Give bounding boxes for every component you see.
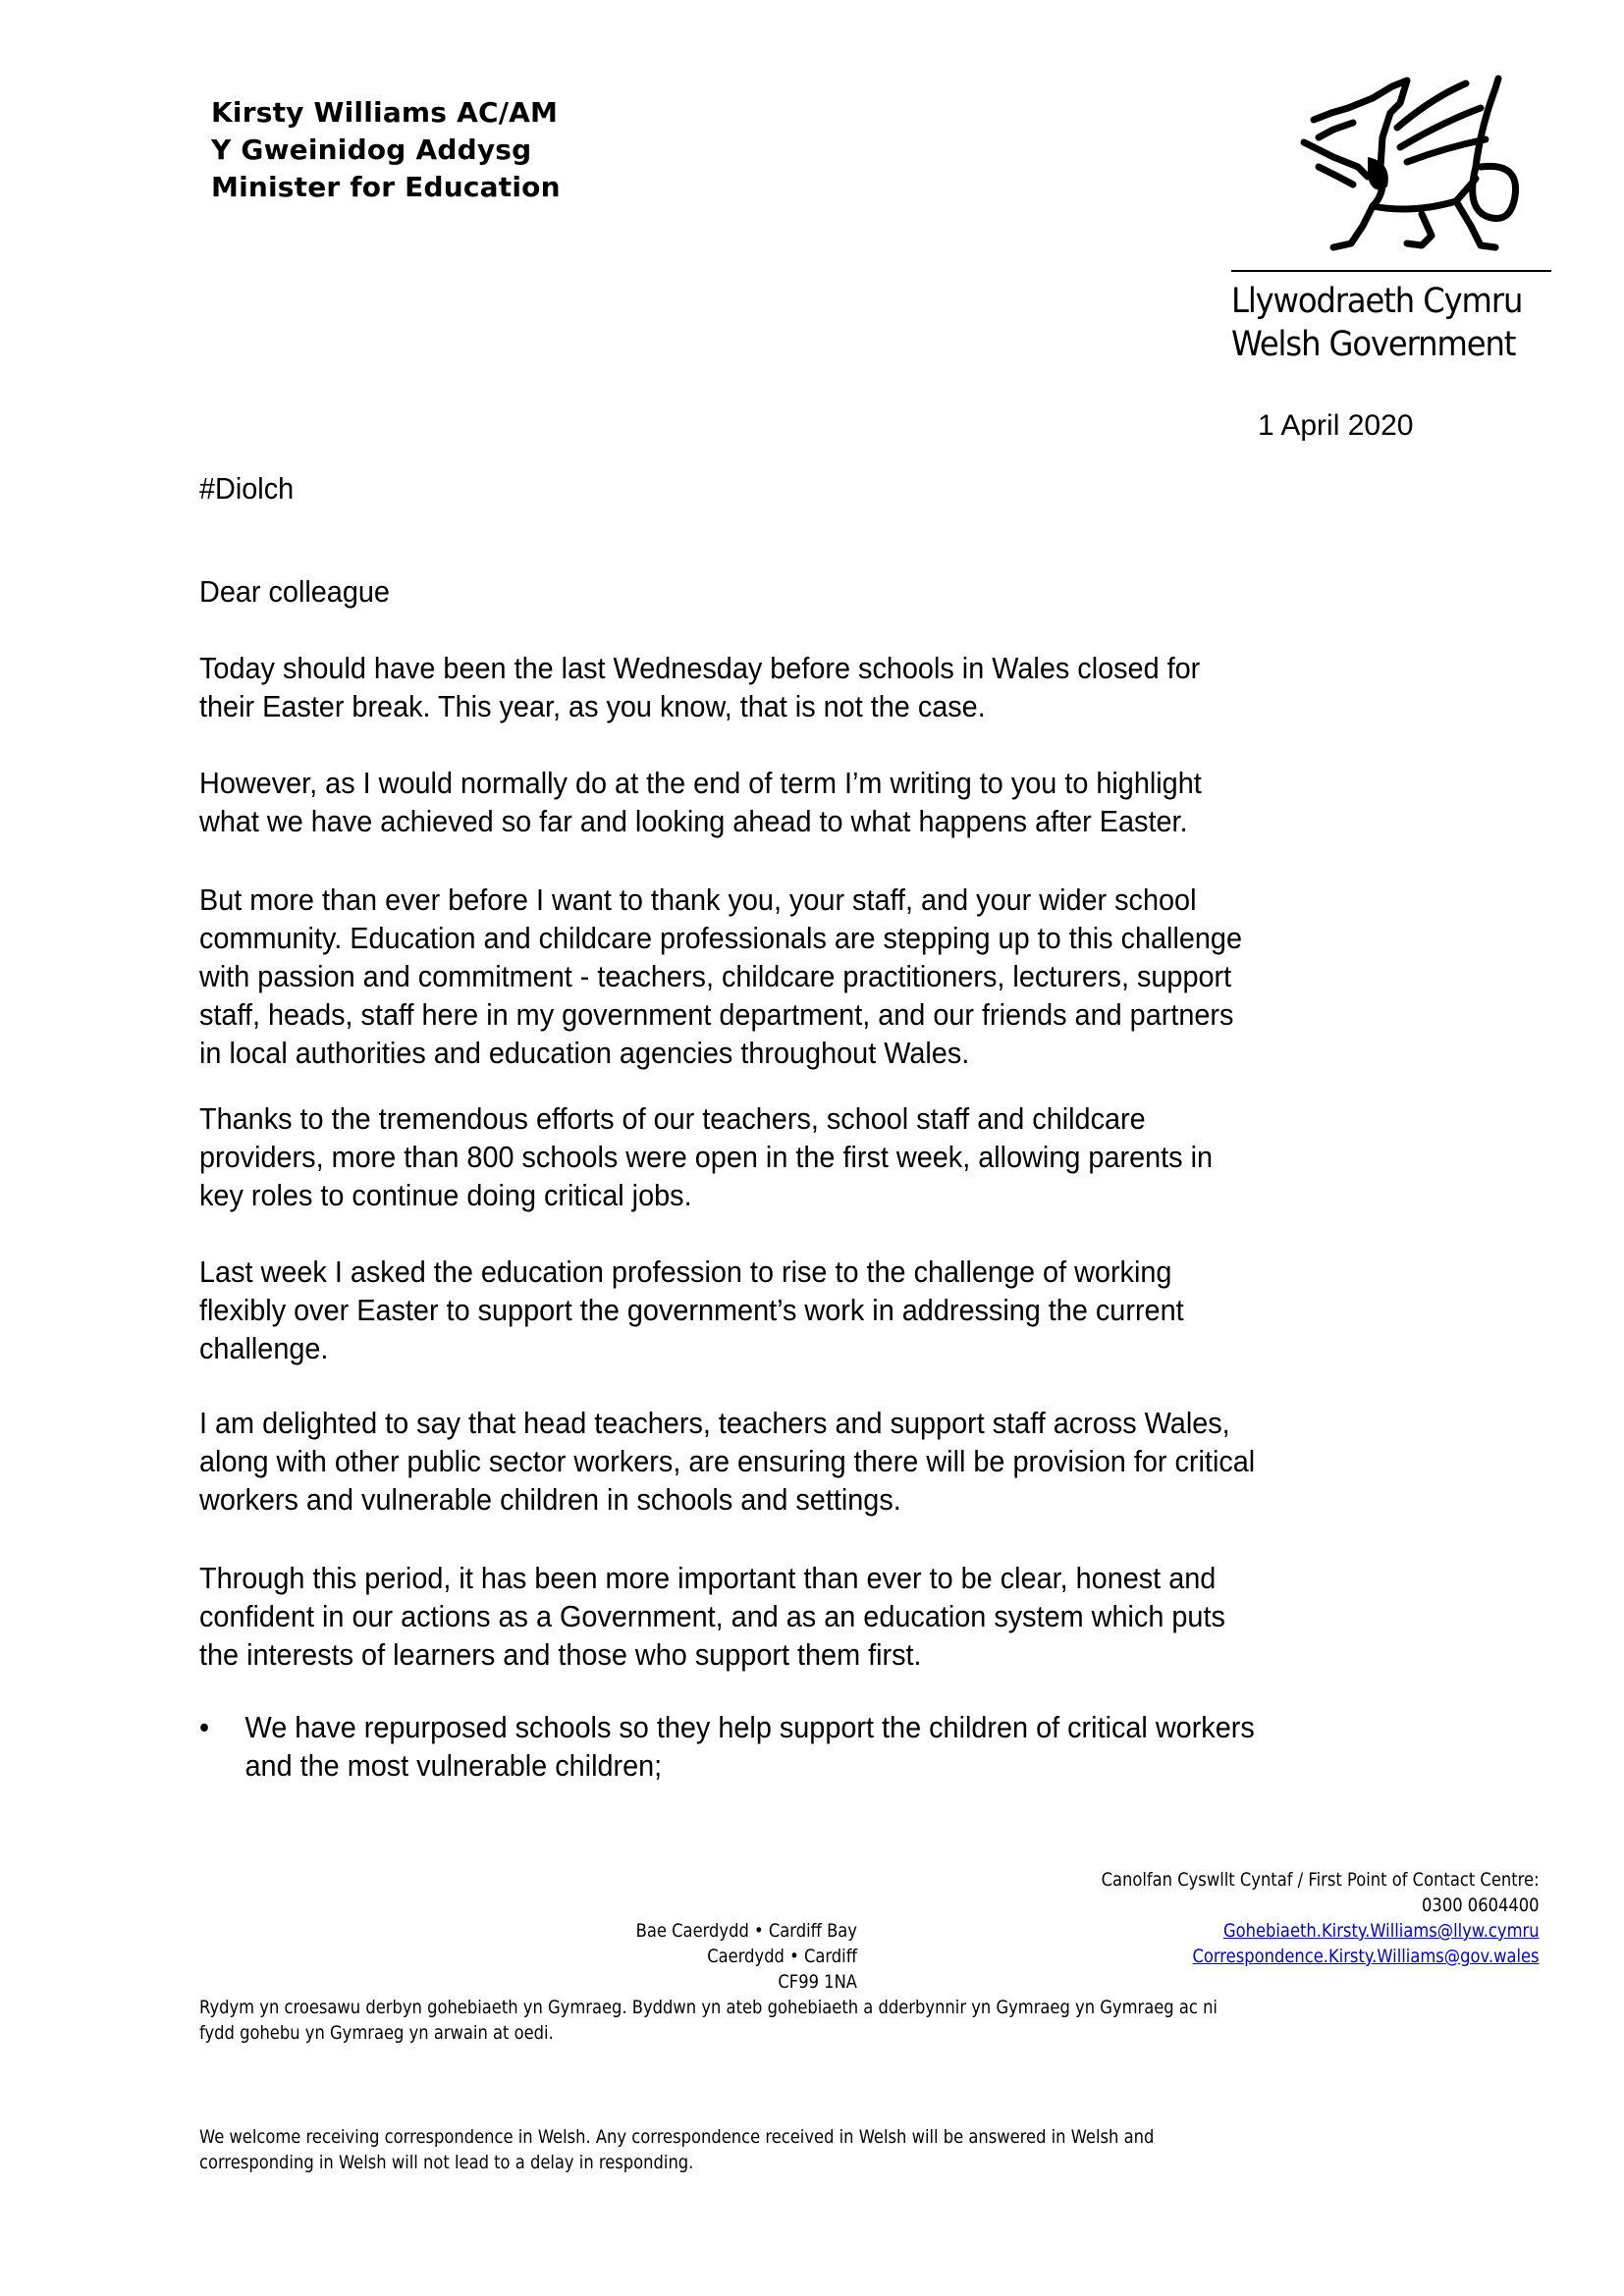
paragraph-line: staff, heads, staff here in my government department, and our friends and partners [199,997,1234,1032]
paragraph-3 [199,881,1386,1072]
contact-label: Canolfan Cyswllt Cyntaf / First Point of Contact Centre: [1102,1869,1540,1891]
address-block [636,1918,857,1995]
welsh-dragon-icon [1274,69,1520,260]
logo-wordmark [1231,280,1530,366]
paragraph-4 [199,1099,1386,1214]
bullet-icon: • [199,1710,210,1744]
paragraph-line: But more than ever before I want to thank you, your staff, and your wider school [199,882,1197,917]
paragraph-line: community. Education and childcare professionals are stepping up to this challenge [199,921,1243,955]
address-line: Caerdydd • Cardiff [707,1946,857,1967]
paragraph-line: However, as I would normally do at the end of term I’m writing to you to highlight [199,766,1202,800]
paragraph-7 [199,1559,1386,1674]
paragraph-line: along with other public sector workers, are ensuring there will be provision for critical [199,1444,1256,1478]
paragraph-2 [199,764,1386,840]
welsh-language-note [199,1995,1218,2046]
contact-block [1102,1867,1540,1969]
logo-divider [1231,270,1551,272]
address-line: Bae Caerdydd • Cardiff Bay [635,1920,857,1942]
bullet-line: We have repurposed schools so they help support the children of critical workers [244,1710,1255,1744]
paragraph-line: confident in our actions as a Government, and as an education system which puts [199,1599,1225,1633]
paragraph-line: Today should have been the last Wednesday before schools in Wales closed for [199,651,1201,685]
salutation [199,572,1386,611]
paragraph-line: workers and vulnerable children in schools and settings. [199,1482,901,1517]
letter-date: 1 April 2020 [1258,409,1414,442]
note-line: We welcome receiving correspondence in Welsh. Any correspondence received in Welsh will be answered in Welsh and [199,2126,1155,2148]
welsh-government-logo [1231,69,1555,366]
email-english-link[interactable]: Correspondence.Kirsty.Williams@gov.wales [1192,1946,1540,1967]
paragraph-1 [199,649,1386,725]
contact-phone: 0300 0604400 [1422,1895,1540,1916]
paragraph-line: their Easter break. This year, as you know, that is not the case. [199,689,986,723]
logo-line-welsh: Llywodraeth Cymru [1231,282,1523,321]
note-line: fydd gohebu yn Gymraeg yn arwain at oedi. [199,2022,554,2044]
paragraph-line: flexibly over Easter to support the government’s work in addressing the current [199,1293,1184,1327]
hashtag [199,469,1386,507]
paragraph-line: Through this period, it has been more important than ever to be clear, honest and [199,1561,1217,1595]
paragraph-line: what we have achieved so far and looking ahead to what happens after Easter. [199,804,1188,838]
sender-name: Kirsty Williams AC/AM [211,96,559,129]
paragraph-line: Last week I asked the education profession to rise to the challenge of working [199,1255,1172,1289]
paragraph-6 [199,1404,1386,1519]
sender-block [211,94,561,206]
paragraph-line: providers, more than 800 schools were open in the first week, allowing parents in [199,1140,1214,1174]
sender-title-welsh: Y Gweinidog Addysg [211,133,532,166]
note-line: corresponding in Welsh will not lead to a delay in responding. [199,2152,694,2173]
paragraph-line: I am delighted to say that head teachers, teachers and support staff across Wales, [199,1406,1230,1440]
english-language-note [199,2124,1154,2175]
note-line: Rydym yn croesawu derbyn gohebiaeth yn Gymraeg. Byddwn yn ateb gohebiaeth a dderbynnir yn Gymraeg yn Gymraeg ac ni [199,1997,1218,2018]
address-line: CF99 1NA [778,1971,857,1993]
paragraph-line: challenge. [199,1331,329,1365]
paragraph-line: Thanks to the tremendous efforts of our teachers, school staff and childcare [199,1101,1146,1136]
bullet-line: and the most vulnerable children; [244,1748,663,1783]
paragraph-line: with passion and commitment - teachers, childcare practitioners, lecturers, support [199,959,1232,993]
bullet-text [245,1708,1255,1785]
hashtag-text: #Diolch [199,471,295,506]
paragraph-line: key roles to continue doing critical jobs. [199,1178,692,1212]
paragraph-line: the interests of learners and those who support them first. [199,1637,922,1672]
sender-title-english: Minister for Education [211,171,561,203]
email-welsh-link[interactable]: Gohebiaeth.Kirsty.Williams@llyw.cymru [1223,1920,1540,1942]
logo-line-english: Welsh Government [1231,325,1516,364]
paragraph-line: in local authorities and education agencies throughout Wales. [199,1036,970,1070]
paragraph-5 [199,1253,1386,1367]
salutation-text: Dear colleague [199,574,390,609]
